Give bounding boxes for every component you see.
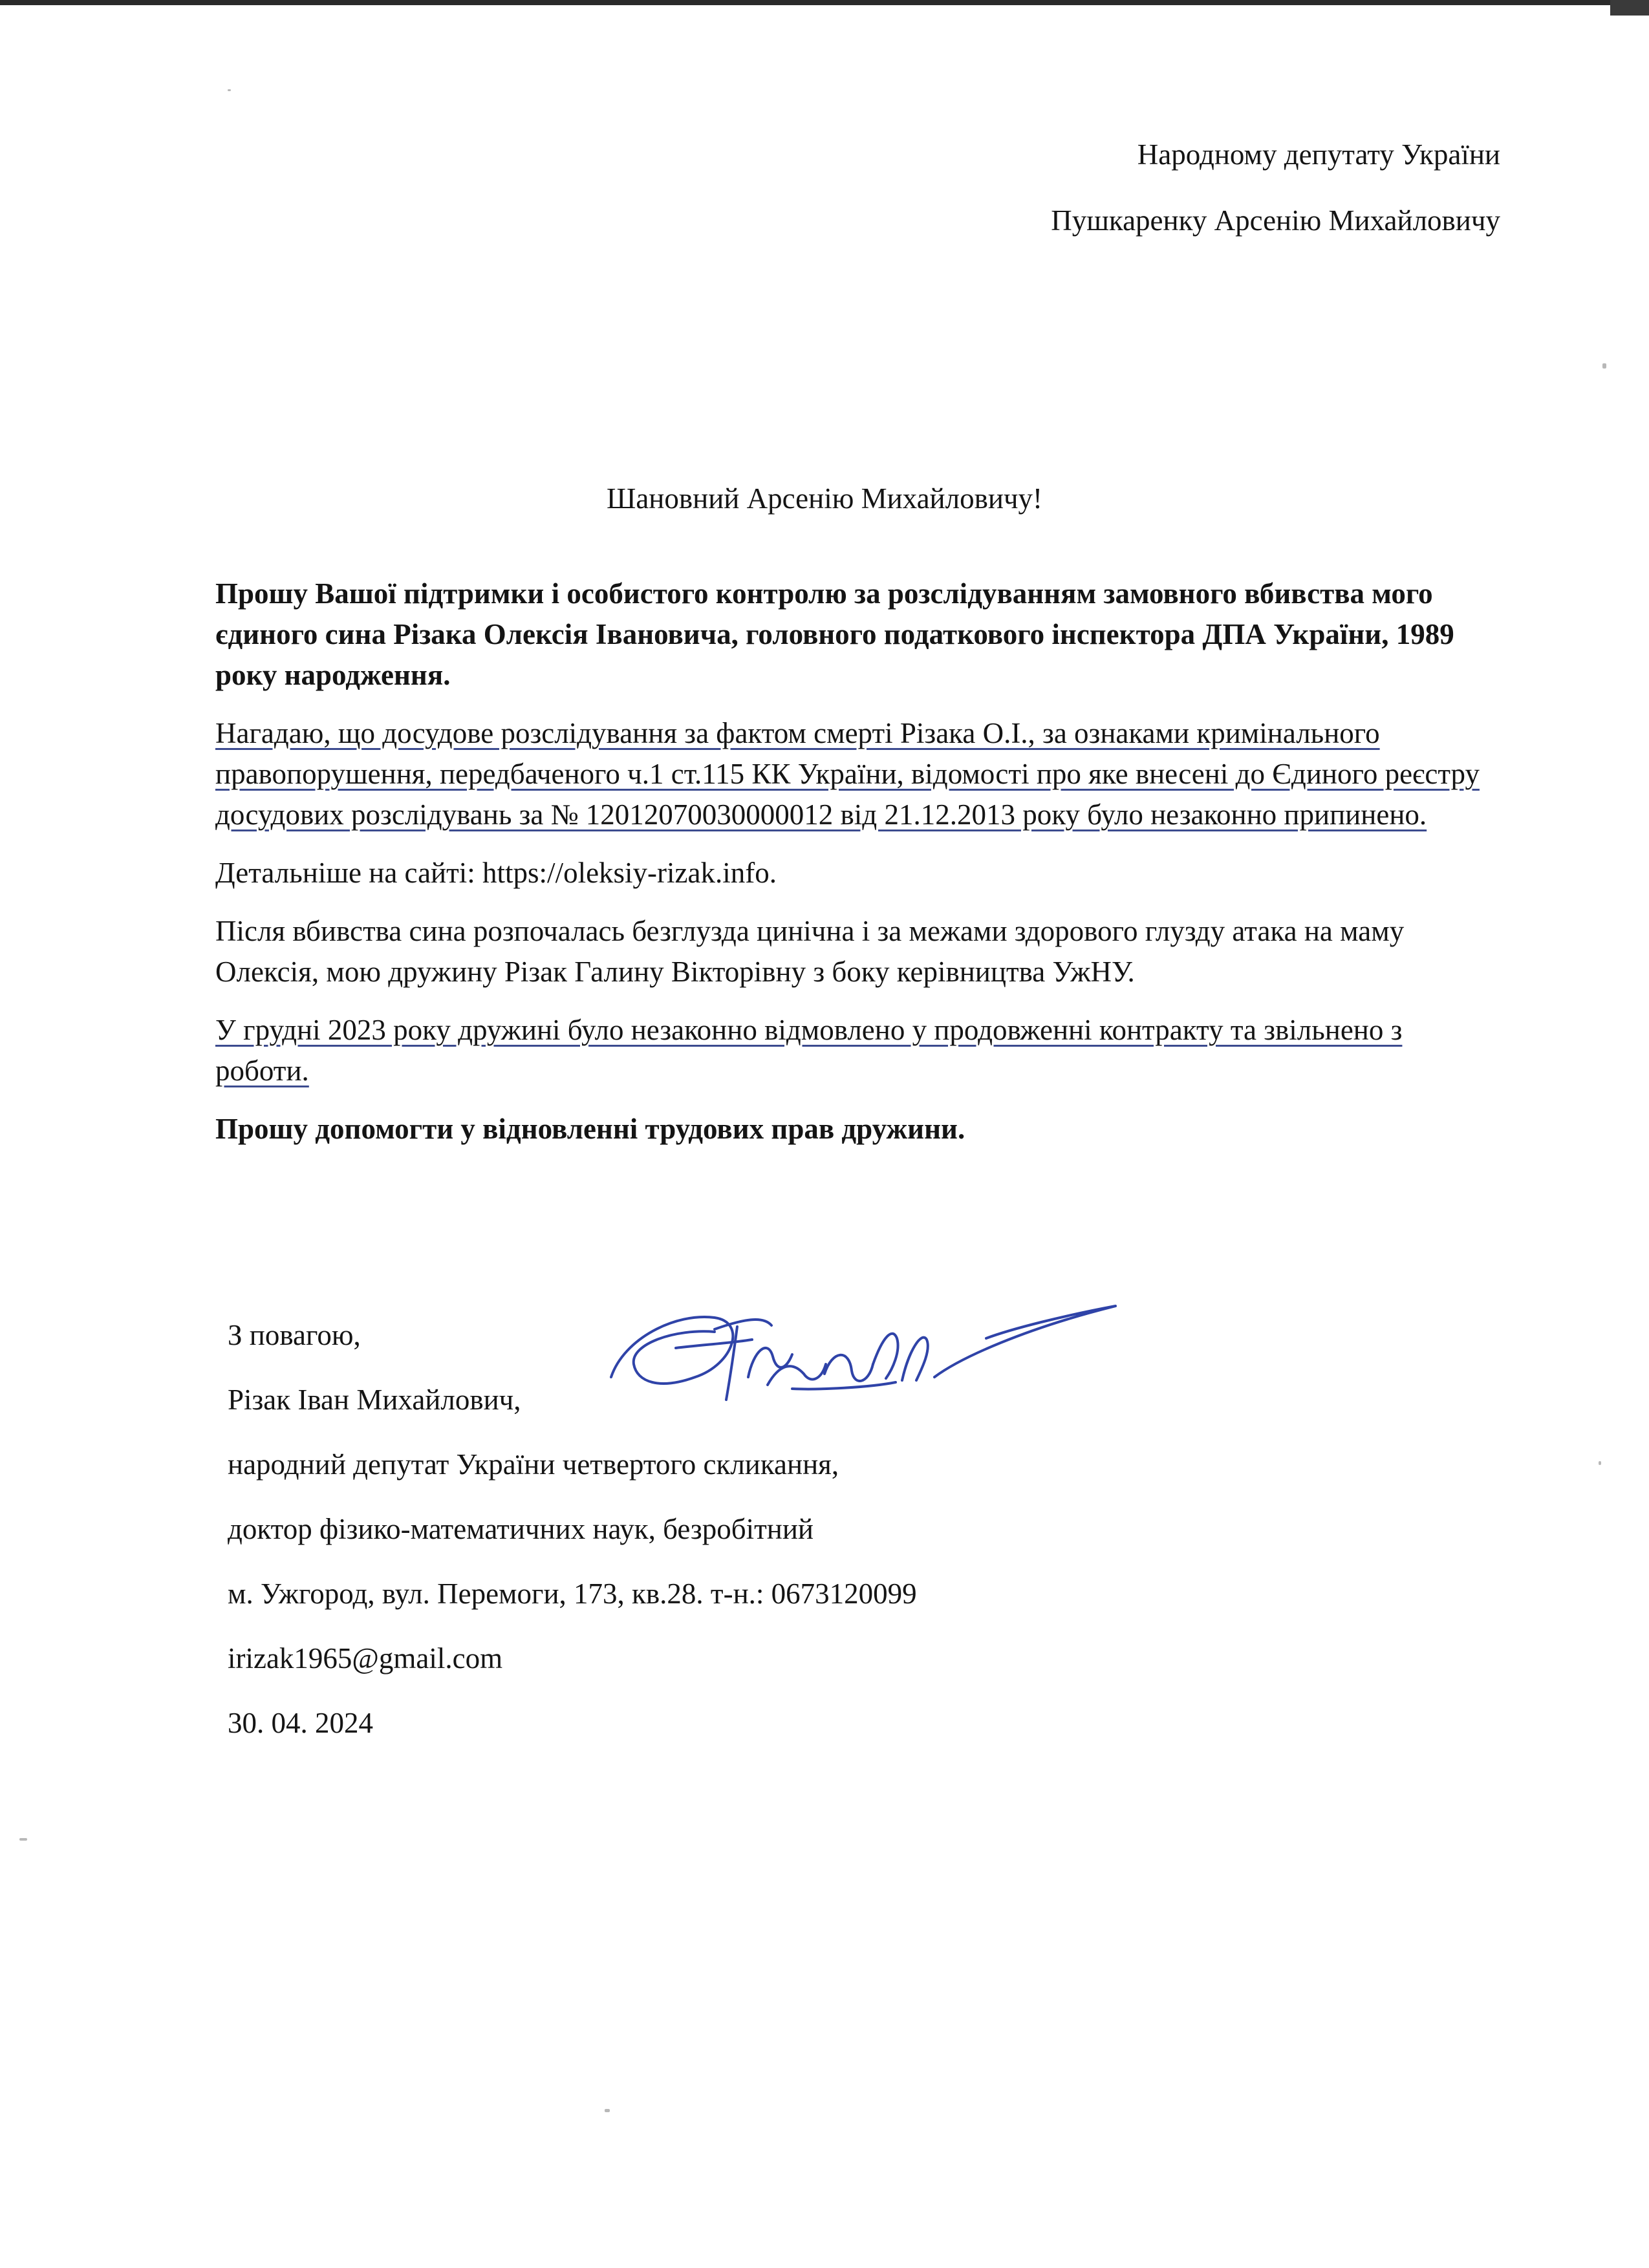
signer-title: народний депутат України четвертого скликання, bbox=[228, 1448, 839, 1481]
signer-email: irizak1965@gmail.com bbox=[228, 1642, 503, 1674]
scan-top-edge bbox=[0, 0, 1610, 5]
attack-paragraph: Після вбивства сина розпочалась безглузда цинічна і за межами здорового глузду атака на маму Олексія, мою дружину Різак Галину Вікторівну з боку керівництва УжНУ. bbox=[215, 915, 1405, 988]
scan-speck bbox=[1599, 1461, 1601, 1465]
addressee-block bbox=[1051, 122, 1500, 253]
handwritten-signature bbox=[598, 1267, 1128, 1422]
scan-speck bbox=[1602, 363, 1606, 369]
addressee-position: Народному депутату України bbox=[1137, 138, 1500, 171]
dismissal-paragraph bbox=[215, 1010, 1483, 1091]
signer-address: м. Ужгород, вул. Перемоги, 173, кв.28. т-н.: 0673120099 bbox=[228, 1578, 917, 1610]
scan-speck bbox=[605, 2109, 610, 2112]
website-paragraph: Детальніше на сайті: https://oleksiy-rizak.info. bbox=[215, 857, 777, 889]
scan-speck bbox=[19, 1838, 27, 1841]
scan-speck bbox=[228, 89, 231, 91]
salutation: Шановний Арсенію Михайловичу! bbox=[606, 482, 1043, 515]
request-paragraph: Прошу Вашої підтримки і особистого контролю за розслідуванням замовного вбивства мого єдиного сина Різака Олексія Івановича, головного податкового інспектора ДПА України, 1989 року народження. bbox=[215, 577, 1454, 691]
investigation-text: Нагадаю, що досудове розслідування за фактом смерті Різака О.І., за ознаками кримінального правопорушення, передбаченого ч.1 ст.115 КК України, відомості про яке внесені до Єдиного реєстру досудових розслідувань за № 12012070030000012 від 21.12.2013 року було незаконно припинено. bbox=[215, 717, 1480, 831]
dismissal-text: У грудні 2023 року дружині було незаконно відмовлено у продовженні контракту та звільнено з роботи. bbox=[215, 1014, 1403, 1087]
plea-paragraph: Прошу допомогти у відновленні трудових прав дружини. bbox=[215, 1113, 965, 1145]
letter-date: 30. 04. 2024 bbox=[228, 1707, 373, 1739]
signature-strokes bbox=[611, 1306, 1116, 1400]
signer-name: Різак Іван Михайлович, bbox=[228, 1384, 521, 1416]
scan-corner-mark bbox=[1610, 0, 1649, 16]
signer-degree: доктор фізико-математичних наук, безробітний bbox=[228, 1513, 814, 1545]
addressee-name: Пушкаренку Арсенію Михайловичу bbox=[1051, 204, 1500, 237]
letter-body bbox=[215, 573, 1483, 1167]
closing-regards: З повагою, bbox=[228, 1319, 361, 1351]
investigation-paragraph bbox=[215, 713, 1483, 835]
